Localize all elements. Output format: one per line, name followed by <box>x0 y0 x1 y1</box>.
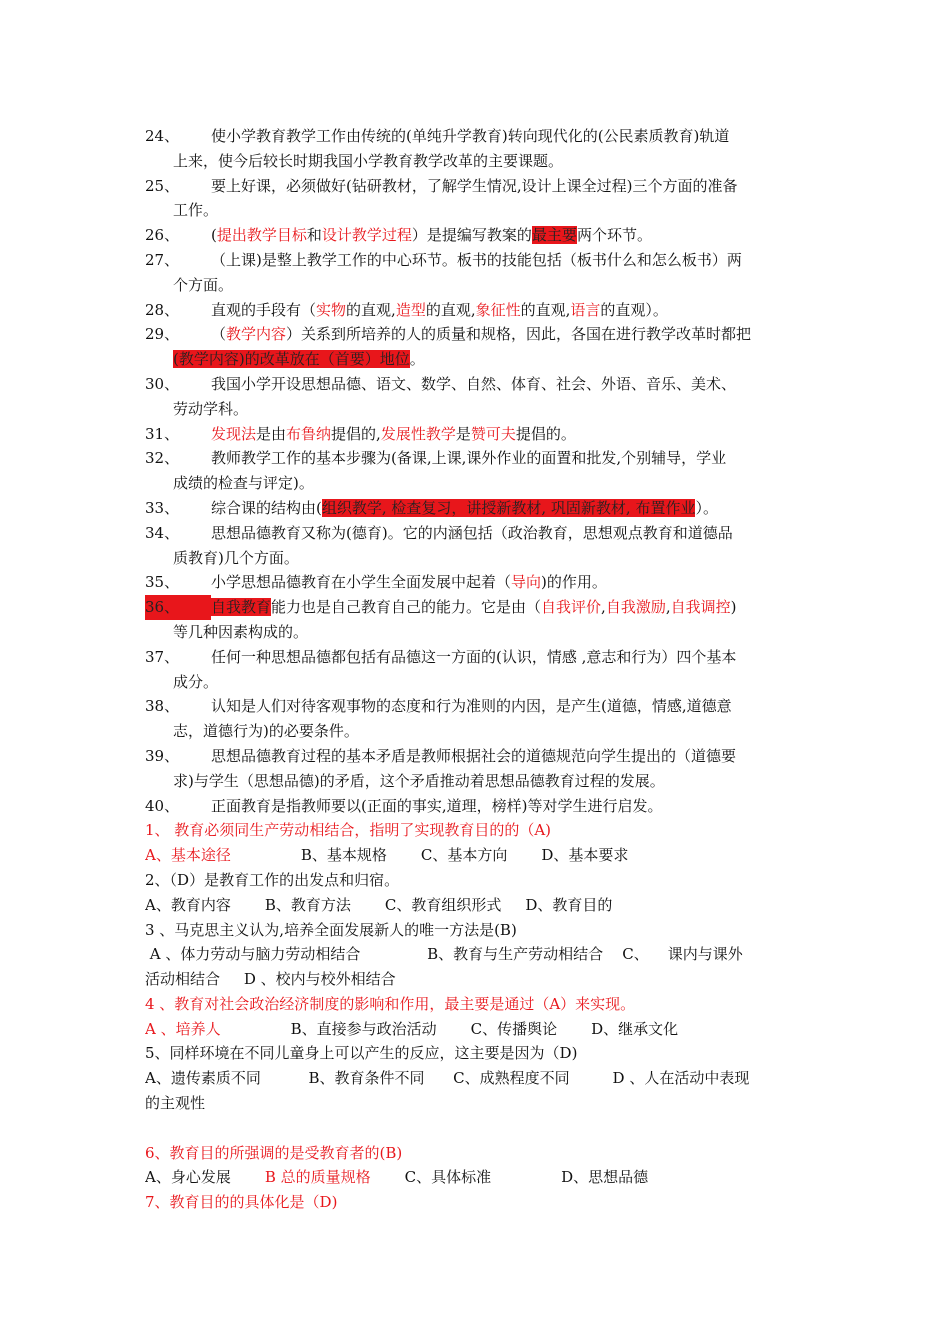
item-26: 26、 (提出教学目标和设计教学过程）是提编写教案的最主要两个环节。 <box>145 226 652 245</box>
item-32-cont: 成绩的检查与评定)。 <box>173 474 314 493</box>
choice-options-3-cont: 活动相结合 D 、校内与校外相结合 <box>145 970 396 989</box>
choice-options-3: A 、体力劳动与脑力劳动相结合 B、教育与生产劳动相结合 C、 课内与课外 <box>145 945 743 964</box>
item-37: 37、 任何一种思想品德都包括有品德这一方面的(认识，情感 ,意志和行为）四个基本 <box>145 647 737 666</box>
highlight: 36、 <box>145 595 211 620</box>
blank-line <box>145 1116 810 1141</box>
item-35: 35、 小学思想品德教育在小学生全面发展中起着（导向)的作用。 <box>145 573 607 592</box>
choice-options-2: A、教育内容 B、教育方法 C、教育组织形式 D、教育目的 <box>145 895 613 914</box>
item-34-cont: 质教育)几个方面。 <box>173 548 299 567</box>
choice-options-5: A、遗传素质不同 B、教育条件不同 C、成熟程度不同 D 、人在活动中表现 <box>145 1069 750 1088</box>
item-34: 34、 思想品德教育又称为(德育)。它的内涵包括（政治教育，思想观点教育和道德品 <box>145 523 733 542</box>
choice-question-7: 7、教育目的的具体化是（D) <box>145 1193 338 1212</box>
item-33: 33、 综合课的结构由(组织教学, 检查复习，讲授新教材, 巩固新教材, 布置作业）。 <box>145 498 718 517</box>
highlight: 自我教育 <box>211 598 272 617</box>
item-24-cont: 上来，使今后较长时期我国小学教育教学改革的主要课题。 <box>173 151 564 170</box>
item-27-cont: 个方面。 <box>173 275 234 294</box>
item-38-cont: 志，道德行为)的必要条件。 <box>173 722 359 741</box>
item-25-cont: 工作。 <box>173 201 219 220</box>
choice-options-4: A 、培养人 B、直接参与政治活动 C、传播舆论 D、继承文化 <box>145 1019 679 1038</box>
item-27: 27、 （上课)是整上教学工作的中心环节。板书的技能包括（板书什么和怎么板书）两 <box>145 250 742 269</box>
choice-question-6: 6、教育目的所强调的是受教育者的(B) <box>145 1143 403 1162</box>
choice-question-1: 1、 教育必须同生产劳动相结合，指明了实现教育目的的（A) <box>145 821 551 840</box>
choice-question-5: 5、同样环境在不同儿童身上可以产生的反应，这主要是因为（D) <box>145 1044 578 1063</box>
choice-options-5-cont: 的主观性 <box>145 1094 206 1113</box>
item-40: 40、 正面教育是指教师要以(正面的事实,道理，榜样)等对学生进行启发。 <box>145 796 663 815</box>
item-37-cont: 成分。 <box>173 672 219 691</box>
item-39: 39、 思想品德教育过程的基本矛盾是教师根据社会的道德规范向学生提出的（道德要 <box>145 746 737 765</box>
choice-question-3: 3 、马克思主义认为,培养全面发展新人的唯一方法是(B) <box>145 920 517 939</box>
item-38: 38、 认知是人们对待客观事物的态度和行为准则的内因，是产生(道德，情感,道德意 <box>145 697 732 716</box>
item-29: 29、 （教学内容）关系到所培养的人的质量和规格，因此，各国在进行教学改革时都把 <box>145 325 752 344</box>
item-25: 25、 要上好课，必须做好(钻研教材，了解学生情况,设计上课全过程)三个方面的准备 <box>145 176 738 195</box>
choice-options-6: A、身心发展 B 总的质量规格 C、具体标准 D、思想品德 <box>145 1168 649 1187</box>
item-30-cont: 劳动学科。 <box>173 399 249 418</box>
item-28: 28、 直观的手段有（实物的直观,造型的直观,象征性的直观,语言的直观）。 <box>145 300 668 319</box>
document-page <box>145 124 810 1215</box>
highlight: 最主要 <box>531 226 577 245</box>
item-31: 31、 发现法是由布鲁纳提倡的,发展性教学是赞可夫提倡的。 <box>145 424 576 443</box>
highlight: 组织教学, 检查复习，讲授新教材, 巩固新教材, 布置作业 <box>321 498 696 517</box>
highlight: (教学内容)的改革放在（首要）地位 <box>173 350 410 369</box>
item-24: 24、 使小学教育教学工作由传统的(单纯升学教育)转向现代化的(公民素质教育)轨道 <box>145 127 730 145</box>
item-32: 32、 教师教学工作的基本步骤为(备课,上课,课外作业的面置和批发,个别辅导，学业 <box>145 449 727 468</box>
item-29-cont: (教学内容)的改革放在（首要）地位。 <box>173 350 425 369</box>
item-36-cont: 等几种因素构成的。 <box>173 622 309 641</box>
choice-question-4: 4 、教育对社会政治经济制度的影响和作用，最主要是通过（A）来实现。 <box>145 994 636 1013</box>
item-36: 36、 自我教育能力也是自己教育自己的能力。它是由（自我评价,自我激励,自我调控) <box>145 595 810 620</box>
item-30: 30、 我国小学开设思想品德、语文、数学、自然、体育、社会、外语、音乐、美术、 <box>145 374 737 393</box>
choice-options-1: A、基本途径 B、基本规格 C、基本方向 D、基本要求 <box>145 846 629 865</box>
choice-question-2: 2、（D）是教育工作的出发点和归宿。 <box>145 870 400 889</box>
item-39-cont: 求)与学生（思想品德)的矛盾，这个矛盾推动着思想品德教育过程的发展。 <box>173 771 665 790</box>
